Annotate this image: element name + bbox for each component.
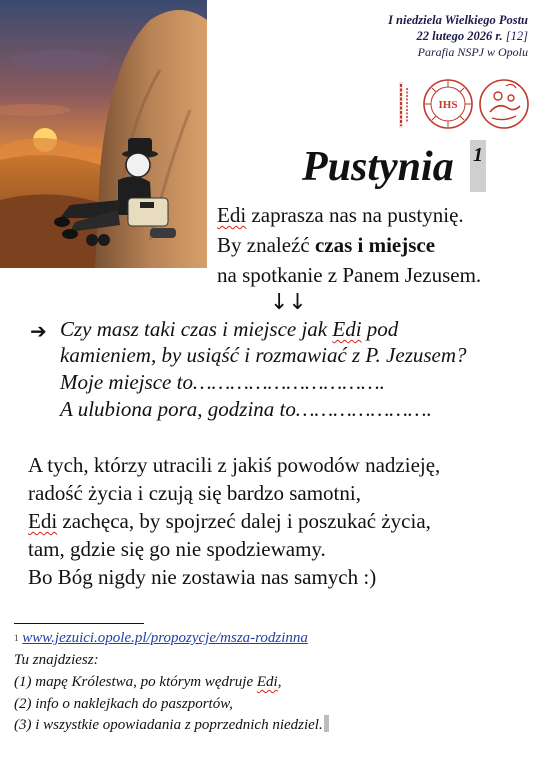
intro-line-3: na spotkanie z Panem Jezusem. — [217, 263, 482, 287]
footnote-line-3: (2) info o naklejkach do paszportów, — [14, 696, 233, 712]
footnote-line-2-text: (1) mapę Królestwa, po którym wędruje — [14, 674, 257, 690]
page-title: Pustynia — [302, 144, 454, 190]
question-line-1 — [60, 316, 398, 342]
question-line-1-text: Czy masz taki czas i miejsce jak — [60, 317, 333, 341]
question-line-1-end: pod — [361, 317, 399, 341]
question-line-2: kamieniem, by usiąść i rozmawiać z P. Jezusem? — [60, 343, 467, 367]
liturgical-day: I niedziela Wielkiego Postu — [388, 13, 528, 27]
intro-line-2-text: By znaleźć — [217, 233, 315, 257]
down-arrows-icon: ↓↓ — [270, 290, 307, 315]
intro-line-2 — [217, 230, 435, 260]
family-emblem-icon — [478, 78, 530, 130]
my-place-fill-in: Moje miejsce to…………………………. — [60, 370, 385, 394]
footnote-line-4-text: (3) i wszystkie opowiadania z poprzednich niedziel. — [14, 717, 323, 733]
ihs-emblem-text: IHS — [438, 99, 458, 111]
footnote-link[interactable]: www.jezuici.opole.pl/propozycje/msza-rodzinna — [22, 630, 308, 646]
time-and-place-emphasis: czas i miejsce — [314, 233, 436, 257]
name-edi: Edi — [256, 674, 278, 690]
body-line-2: radość życia i czują się bardzo samotni, — [28, 481, 361, 505]
ihs-emblem-icon — [422, 78, 474, 130]
desert-illustration — [0, 0, 207, 268]
name-edi: Edi — [332, 317, 362, 341]
body-line-4: tam, gdzie się go nie spodziewamy. — [28, 537, 326, 561]
footnote-link-row — [14, 628, 308, 648]
footnote-mark: 1 — [14, 633, 19, 643]
favorite-time-fill-in: A ulubiona pora, godzina to…………………. — [60, 397, 432, 421]
date: 22 lutego 2026 r. — [416, 29, 503, 43]
body-line-3-text: zachęca, by spojrzeć dalej i poszukać życia, — [57, 509, 431, 533]
body-line-1: A tych, którzy utracili z jakiś powodów nadzieję, — [28, 453, 441, 477]
footnote-line-2 — [14, 672, 281, 693]
issue-number: [12] — [505, 29, 528, 43]
body-line-5: Bo Bóg nigdy nie zostawia nas samych :) — [28, 565, 377, 589]
text-cursor — [324, 715, 329, 732]
parish-name: Parafia NSPJ w Opolu — [417, 45, 528, 59]
intro-line-1 — [217, 200, 464, 230]
footnote-line-4 — [14, 715, 329, 736]
footnote-reference[interactable]: 1 — [470, 140, 486, 192]
name-edi: Edi — [217, 203, 247, 227]
body-line-3 — [28, 507, 431, 535]
date-line — [417, 28, 528, 44]
name-edi: Edi — [28, 509, 58, 533]
intro-line-1-text: zaprasza nas na pustynię. — [246, 203, 464, 227]
footnote-line-2-end: , — [277, 674, 282, 690]
parish-vertical-logo — [397, 82, 411, 128]
footnote-line-1: Tu znajdziesz: — [14, 652, 99, 668]
right-arrow-icon: ➔ — [30, 319, 47, 343]
footnote-separator — [14, 623, 144, 624]
